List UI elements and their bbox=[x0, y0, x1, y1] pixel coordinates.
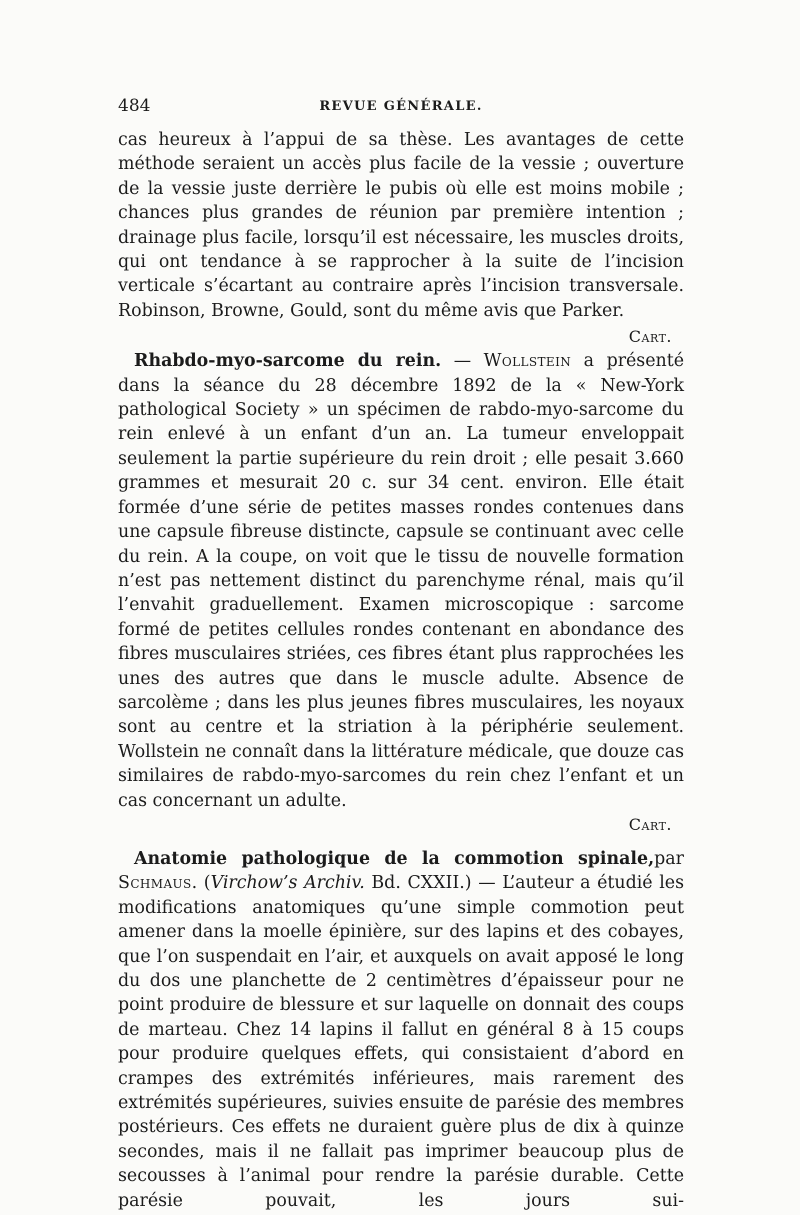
article-text: — L’auteur a étudié les modifications anatomiques qu’une simple commotion peut amener dans la moelle épinière, sur des lapins et des cobayes, que l’on suspendait en l’air, et auxquels on avait apposé le long du dos une planchette de 2 centimètres d’épaisseur pour ne point produire de blessure et sur laquelle on donnait des coups de marteau. Chez 14 lapins il fallut en général 8 à 15 coups pour produire quelques effets, qui consistaient d’abord en crampes des extrémités inférieures, mais rarement des extrémités supérieures, suivies ensuite de parésie des membres postérieurs. Ces effets ne duraient guère plus de dix à quinze secondes, mais il ne fallait pas imprimer beaucoup plus de secousses à l’animal pour rendre la parésie durable. Cette parésie pouvait, les jours sui- bbox=[118, 873, 684, 1211]
commotion-spinale-article bbox=[118, 847, 684, 1213]
article-heading: Anatomie pathologique de la commotion spinale, bbox=[134, 848, 655, 869]
article-text: a présenté dans la séance du 28 décembre 1892 de la « New-York pathological Society » un spécimen de rabdo-myo-sarcome du rein enlevé à un enfant d’un an. La tumeur enveloppait seulement la partie supérieure du rein droit ; elle pesait 3.660 grammes et mesurait 20 c. sur 34 cent. environ. Elle était formée d’une série de petites masses rondes contenues dans une capsule fibreuse distincte, capsule se continuant avec celle du rein. A la coupe, on voit que le tissu de nouvelle formation n’est pas nettement distinct du parenchyme rénal, mais qu’il l’envahit graduellement. Examen microscopique : sarcome formé de petites cellules rondes contenant en abondance des fibres musculaires striées, ces fibres étant plus rapprochées les unes des autres que dans le muscle adulte. Absence de sarcolème ; dans les plus jeunes fibres musculaires, les noyaux sont au centre et la striation à la périphérie seulement. Wollstein ne connaît dans la littérature médicale, que douze cas similaires de rabdo-myo-sarcomes du rein chez l’enfant et un cas concernant un adulte. bbox=[118, 351, 684, 811]
heading-dash: — bbox=[441, 351, 484, 372]
continuation-text: cas heureux à l’appui de sa thèse. Les avantages de cette méthode seraient un accès plus facile de la vessie ; ouverture de la vessie juste derrière le pubis où elle est moins mobile ; chances plus grandes de réunion par première intention ; drainage plus facile, lorsqu’il est nécessaire, les muscles droits, qui ont tendance à se rapprocher à la suite de l’incision verticale s’écartant au contraire après l’incision transversale. Robinson, Browne, Gould, sont du même avis que Parker. bbox=[118, 130, 684, 321]
signature-cart-2: Cart. bbox=[628, 814, 672, 834]
article-paren-open: . ( bbox=[191, 873, 211, 894]
article-author: Schmaus bbox=[118, 873, 192, 894]
article-author: Wollstein bbox=[483, 351, 572, 372]
article-volume: Bd. CXXII.) bbox=[364, 873, 472, 894]
page-number: 484 bbox=[118, 96, 151, 116]
rhabdo-myo-sarcome-article bbox=[118, 349, 684, 813]
signature-cart-1: Cart. bbox=[628, 327, 672, 347]
page-header bbox=[118, 96, 684, 122]
running-title: REVUE GÉNÉRALE. bbox=[319, 99, 483, 114]
continuation-paragraph bbox=[118, 128, 684, 323]
article-journal: Virchow’s Archiv. bbox=[210, 873, 365, 894]
article-heading: Rhabdo-myo-sarcome du rein. bbox=[134, 351, 442, 372]
article-par: par bbox=[654, 848, 684, 869]
page-body bbox=[118, 128, 684, 1213]
